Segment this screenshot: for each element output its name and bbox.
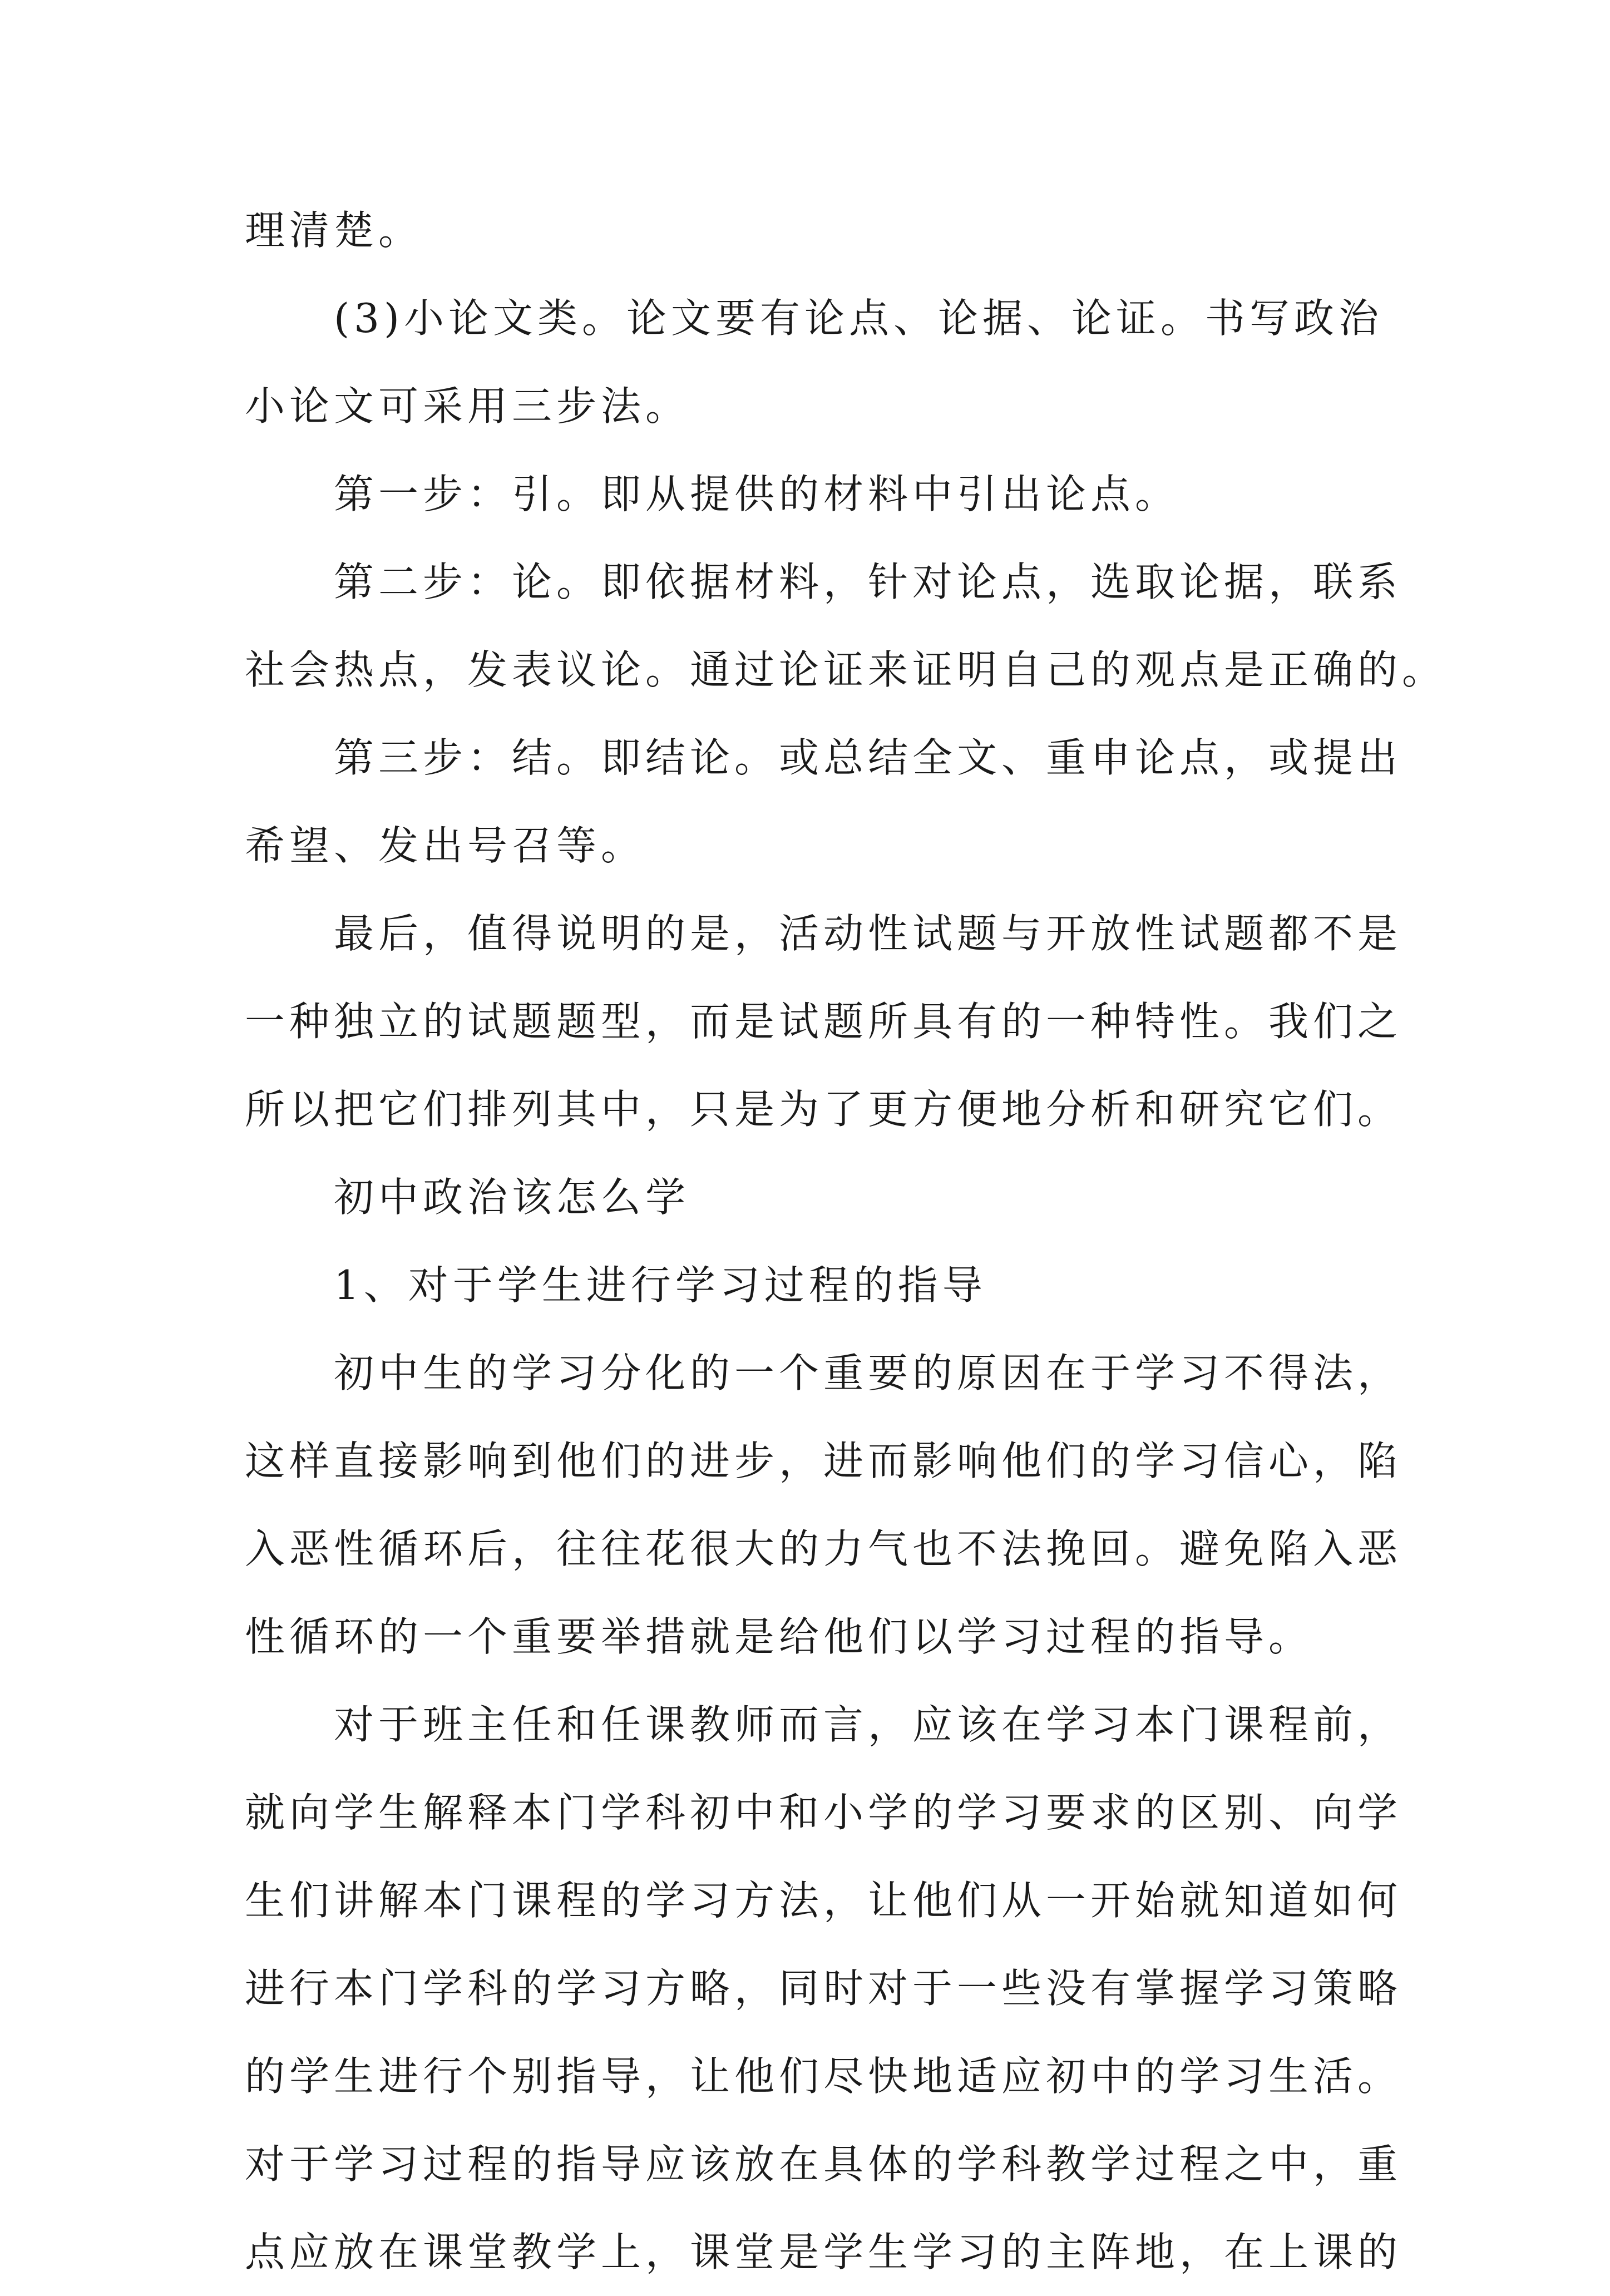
text-line: 一种独立的试题题型，而是试题所具有的一种特性。我们之 — [245, 998, 1402, 1045]
text-line: 小论文可采用三步法。 — [245, 383, 690, 429]
text-line: 对于班主任和任课教师而言，应该在学习本门课程前， — [334, 1701, 1402, 1748]
text-line: 所以把它们排列其中，只是为了更方便地分析和研究它们。 — [245, 1086, 1402, 1133]
text-line: 对于学习过程的指导应该放在具体的学科教学过程之中，重 — [245, 2141, 1402, 2188]
text-line: 生们讲解本门课程的学习方法，让他们从一开始就知道如何 — [245, 1877, 1402, 1924]
text-line: 希望、发出号召等。 — [245, 822, 646, 869]
text-line: (3)小论文类。论文要有论点、论据、论证。书写政治 — [334, 295, 1383, 342]
text-line: 理清楚。 — [245, 207, 423, 254]
text-line: 的学生进行个别指导，让他们尽快地适应初中的学习生活。 — [245, 2053, 1402, 2100]
text-line: 第一步：引。即从提供的材料中引出论点。 — [334, 471, 1180, 517]
text-line: 点应放在课堂教学上，课堂是学生学习的主阵地，在上课的 — [245, 2229, 1402, 2275]
text-line: 这样直接影响到他们的进步，进而影响他们的学习信心，陷 — [245, 1438, 1402, 1484]
text-line: 就向学生解释本门学科初中和小学的学习要求的区别、向学 — [245, 1789, 1402, 1836]
text-line: 进行本门学科的学习方略，同时对于一些没有掌握学习策略 — [245, 1965, 1402, 2012]
text-line: 入恶性循环后，往往花很大的力气也不法挽回。避免陷入恶 — [245, 1525, 1402, 1572]
document-body — [245, 186, 1447, 2296]
text-line: 初中生的学习分化的一个重要的原因在于学习不得法， — [334, 1350, 1402, 1396]
text-line: 性循环的一个重要举措就是给他们以学习过程的指导。 — [245, 1613, 1313, 1660]
text-line: 初中政治该怎么学 — [334, 1174, 690, 1221]
text-line: 1、对于学生进行学习过程的指导 — [334, 1262, 987, 1309]
text-line: 第三步：结。即结论。或总结全文、重申论点，或提出 — [334, 734, 1402, 781]
text-line: 最后，值得说明的是，活动性试题与开放性试题都不是 — [334, 910, 1402, 957]
text-line: 社会热点，发表议论。通过论证来证明自己的观点是正确的。 — [245, 646, 1447, 693]
text-line: 第二步：论。即依据材料，针对论点，选取论据，联系 — [334, 559, 1402, 605]
